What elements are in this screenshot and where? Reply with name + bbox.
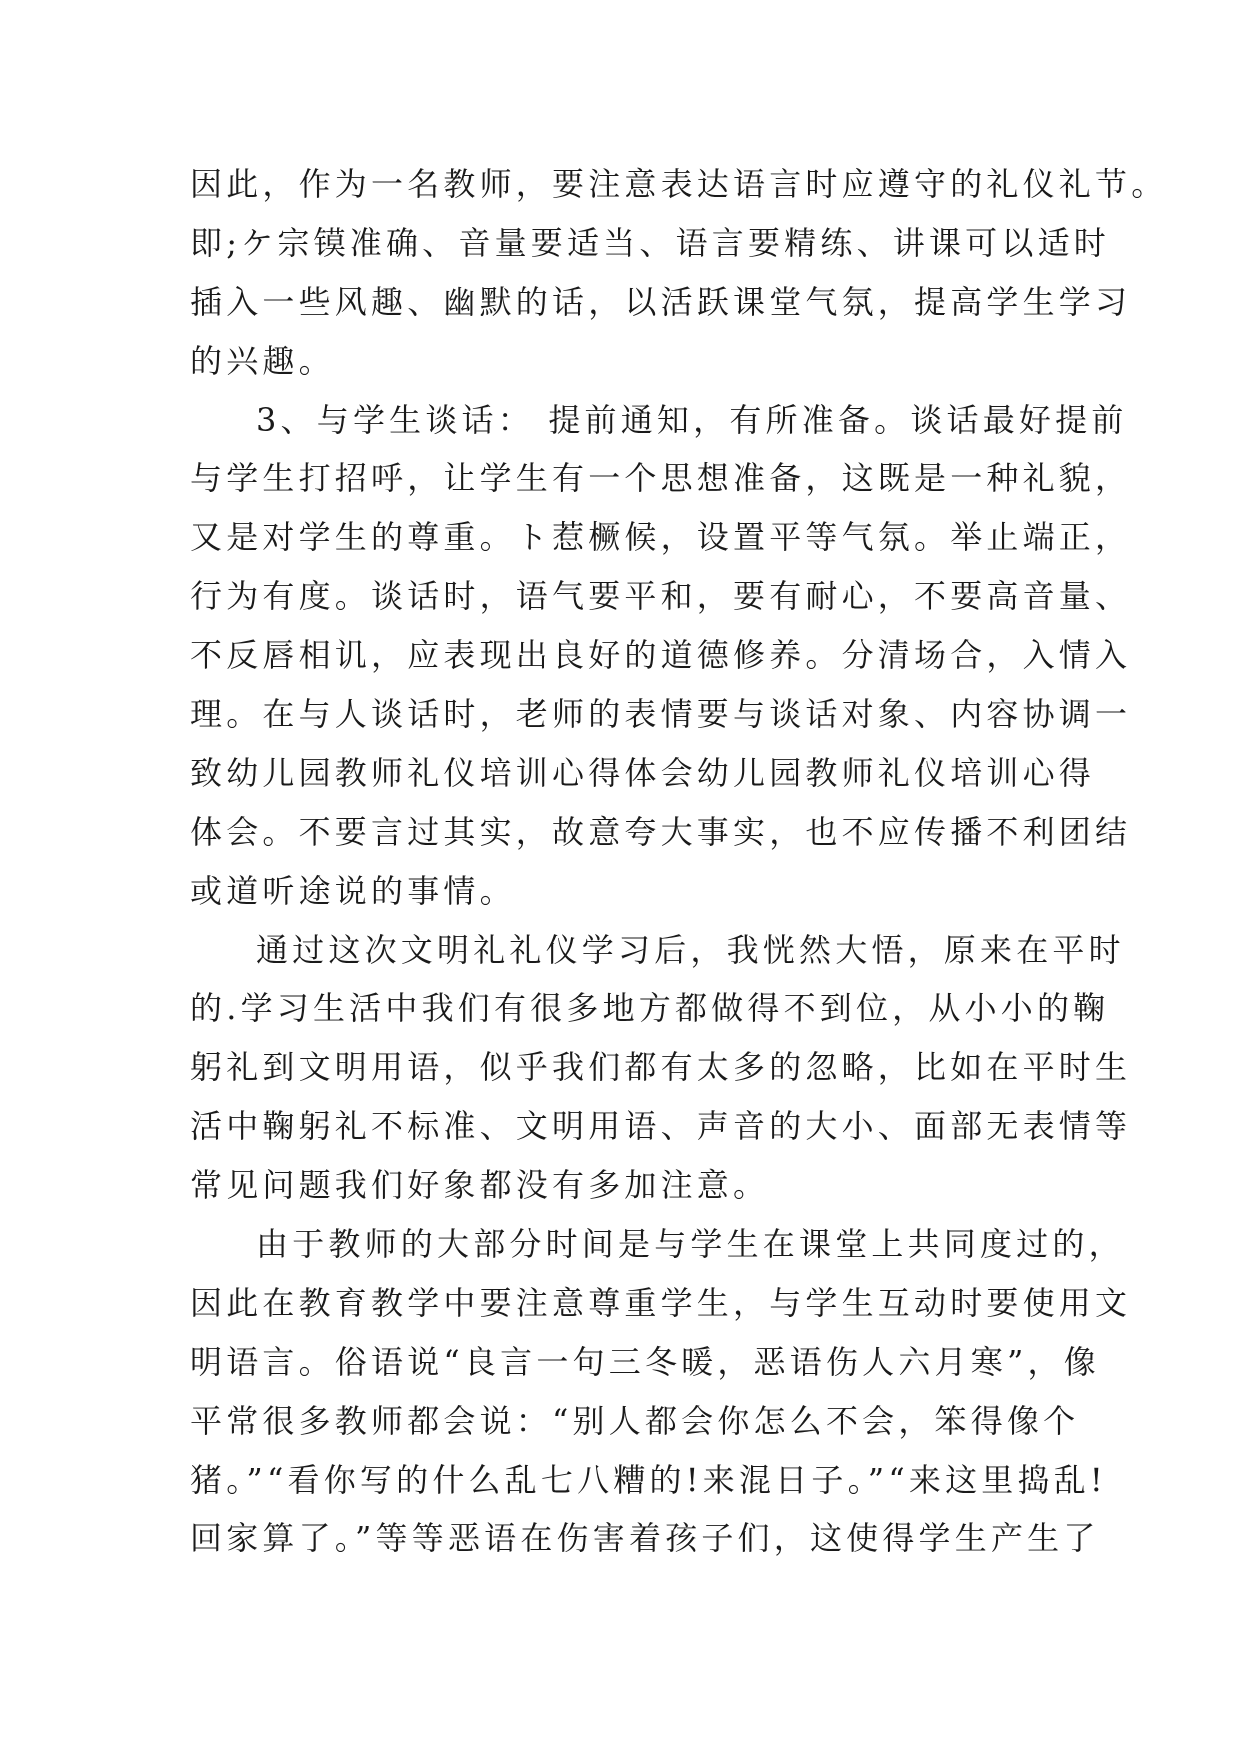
- text-line: 躬礼到文明用语，似乎我们都有太多的忽略，比如在平时生: [190, 1048, 1132, 1087]
- text-line: 与学生打招呼，让学生有一个思想准备，这既是一种礼貌，: [190, 459, 1132, 498]
- paragraph-start-line: 由于教师的大部分时间是与学生在课堂上共同度过的，: [256, 1225, 1125, 1264]
- text-line: 常见问题我们好象都没有多加注意。: [190, 1166, 770, 1205]
- text-line: 的.学习生活中我们有很多地方都做得不到位，从小小的鞠: [190, 989, 1110, 1028]
- text-line: 插入一些风趣、幽默的话，以活跃课堂气氛，提高学生学习: [190, 282, 1132, 321]
- paragraph-start-line: 3、与学生谈话： 提前通知，有所准备。谈话最好提前: [256, 400, 1128, 439]
- text-line: 体会。不要言过其实，故意夸大事实，也不应传播不利团结: [190, 812, 1132, 851]
- text-line: 回家算了。”等等恶语在伤害着孩子们，这使得学生产生了: [190, 1519, 1100, 1558]
- text-line: 不反唇相讥，应表现出良好的道德修养。分清场合，入情入: [190, 636, 1132, 675]
- text-line: 或道听途说的事情。: [190, 871, 516, 910]
- text-line: 活中鞠躬礼不标准、文明用语、声音的大小、面部无表情等: [190, 1107, 1132, 1146]
- text-line: 平常很多教师都会说：“别人都会你怎么不会，笨得像个: [190, 1401, 1080, 1440]
- text-line: 致幼儿园教师礼仪培训心得体会幼儿园教师礼仪培训心得: [190, 753, 1096, 792]
- text-line: 理。在与人谈话时，老师的表情要与谈话对象、内容协调一: [190, 695, 1132, 734]
- text-line: 明语言。俗语说“良言一句三冬暖，恶语伤人六月寒”，像: [190, 1342, 1100, 1381]
- text-line: 因此在教育教学中要注意尊重学生，与学生互动时要使用文: [190, 1283, 1132, 1322]
- text-line: 因此，作为一名教师，要注意表达语言时应遵守的礼仪礼节。: [190, 165, 1168, 203]
- body-text: [190, 155, 1168, 1568]
- text-line: 猪。”“看你写的什么乱七八糟的!来混日子。”“来这里捣乱!: [190, 1460, 1107, 1499]
- text-line: 的兴趣。: [190, 341, 335, 380]
- paragraph-start-line: 通过这次文明礼礼仪学习后，我恍然大悟，原来在平时: [256, 930, 1125, 969]
- text-line: 行为有度。谈话时，语气要平和，要有耐心，不要高音量、: [190, 577, 1132, 616]
- text-line: 即;ケ宗镆准确、音量要适当、语言要精练、讲课可以适时: [190, 223, 1110, 262]
- text-line: 又是对学生的尊重。ト惹橛候，设置平等气氛。举止端正，: [190, 518, 1132, 557]
